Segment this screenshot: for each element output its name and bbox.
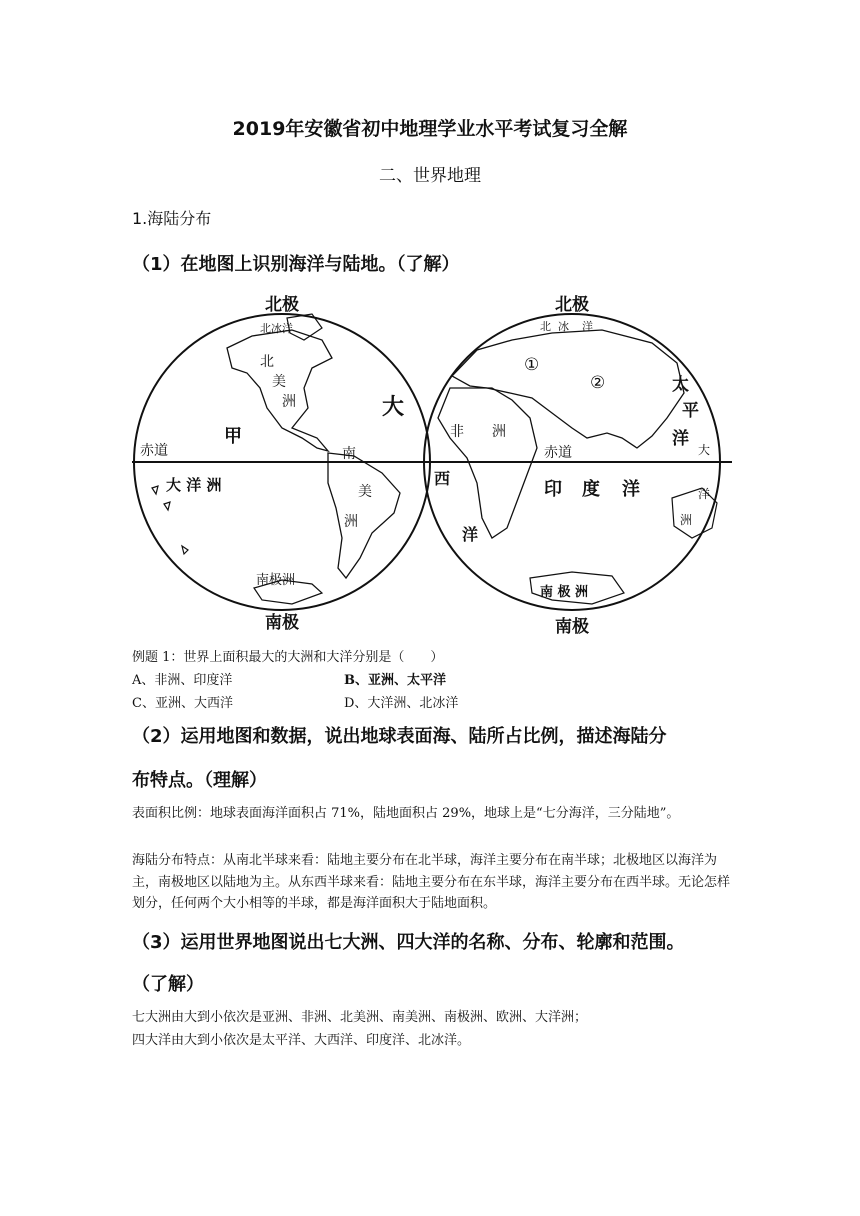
section-title: 二、世界地理 xyxy=(379,166,481,186)
oceania-islands-left xyxy=(152,486,188,554)
atlantic-label-1: 西 xyxy=(434,469,451,488)
oceans-order-text: 四大洋由大到小依次是太平洋、大西洋、印度洋、北冰洋。 xyxy=(132,1033,471,1048)
south-america-label-2: 美 xyxy=(358,484,372,500)
example-question: 例题 1：世界上面积最大的大洲和大洋分别是（ ） xyxy=(132,650,444,665)
antarctica-label-right: 南 极 洲 xyxy=(540,585,589,600)
jia-label: 甲 xyxy=(224,426,242,447)
north-america-shape xyxy=(227,330,332,451)
north-america-label-1: 北 xyxy=(260,354,274,370)
south-america-shape xyxy=(328,453,400,578)
arctic-label-right-3: 洋 xyxy=(582,320,593,333)
south-america-label-3: 洲 xyxy=(344,514,358,530)
africa-label-2: 洲 xyxy=(492,424,506,440)
atlantic-label-2: 洋 xyxy=(462,525,479,544)
north-america-label-2: 美 xyxy=(272,374,286,390)
da-small-label: 大 xyxy=(698,443,711,457)
surface-ratio-paragraph: 表面积比例：地球表面海洋面积占 71%，陆地面积占 29%，地球上是“七分海洋，三分陆地”。 xyxy=(132,806,680,821)
south-pole-label-right: 南极 xyxy=(555,617,589,637)
oceania-label-left: 大 洋 洲 xyxy=(166,476,222,494)
zhou-small-label: 洲 xyxy=(680,513,693,527)
option-d: D、大洋洲、北冰洋 xyxy=(344,696,459,711)
arctic-label-right-1: 北 xyxy=(540,320,551,333)
south-america-label-1: 南 xyxy=(342,446,356,462)
da-label: 大 xyxy=(382,395,405,420)
option-b: B、亚洲、太平洋 xyxy=(344,673,446,688)
equator-label-left: 赤道 xyxy=(140,443,168,459)
subsection-heading: 1.海陆分布 xyxy=(132,209,212,228)
pacific-label-1: 太 xyxy=(672,375,689,395)
land-sea-distribution-paragraph: 海陆分布特点：从南北半球来看：陆地主要分布在北半球，海洋主要分布在南半球；北极地区以海洋为主，南极地区以陆地为主。从东西半球来看：陆地主要分布在东半球，海洋主要分布在西半球。无论怎样划分，任何两个大小相等的半球，都是海洋面积大于陆地面积。 xyxy=(132,853,731,911)
north-pole-label-left: 北极 xyxy=(265,295,299,315)
option-c: C、亚洲、大西洋 xyxy=(132,696,233,711)
indian-ocean-label-1: 印 xyxy=(544,479,562,500)
indian-ocean-label-2: 度 xyxy=(582,479,600,500)
yang-small-label: 洋 xyxy=(698,487,711,501)
option-a: A、非洲、印度洋 xyxy=(132,673,233,688)
marker-2: ② xyxy=(590,373,606,393)
indian-ocean-label-3: 洋 xyxy=(622,479,640,500)
continents-order-text: 七大洲由大到小依次是亚洲、非洲、北美洲、南美洲、南极洲、欧洲、大洋洲； xyxy=(132,1010,588,1025)
question-1-heading: （1）在地图上识别海洋与陆地。（了解） xyxy=(132,254,460,275)
arctic-label-right-2: 冰 xyxy=(558,320,569,333)
africa-label-1: 非 xyxy=(450,424,464,440)
arctic-ocean-label-left: 北冰洋 xyxy=(260,322,293,335)
marker-1: ① xyxy=(524,355,540,375)
document-title: 2019年安徽省初中地理学业水平考试复习全解 xyxy=(232,118,628,140)
south-pole-label-left: 南极 xyxy=(265,613,299,633)
question-2-heading-line1: （2）运用地图和数据，说出地球表面海、陆所占比例，描述海陆分 xyxy=(132,726,667,747)
north-pole-label-right: 北极 xyxy=(555,295,589,315)
north-america-label-3: 洲 xyxy=(282,394,296,410)
pacific-label-2: 平 xyxy=(682,401,699,421)
equator-label-right: 赤道 xyxy=(544,445,572,461)
question-3-heading-line1: （3）运用世界地图说出七大洲、四大洋的名称、分布、轮廓和范围。 xyxy=(132,932,685,953)
eurasia-shape xyxy=(452,330,684,448)
question-2-heading-line2: 布特点。（理解） xyxy=(132,770,267,791)
question-3-heading-line2: （了解） xyxy=(132,974,204,995)
world-hemispheres-map xyxy=(132,288,732,644)
pacific-label-3: 洋 xyxy=(672,429,689,449)
antarctica-label-left: 南极洲 xyxy=(256,573,296,588)
